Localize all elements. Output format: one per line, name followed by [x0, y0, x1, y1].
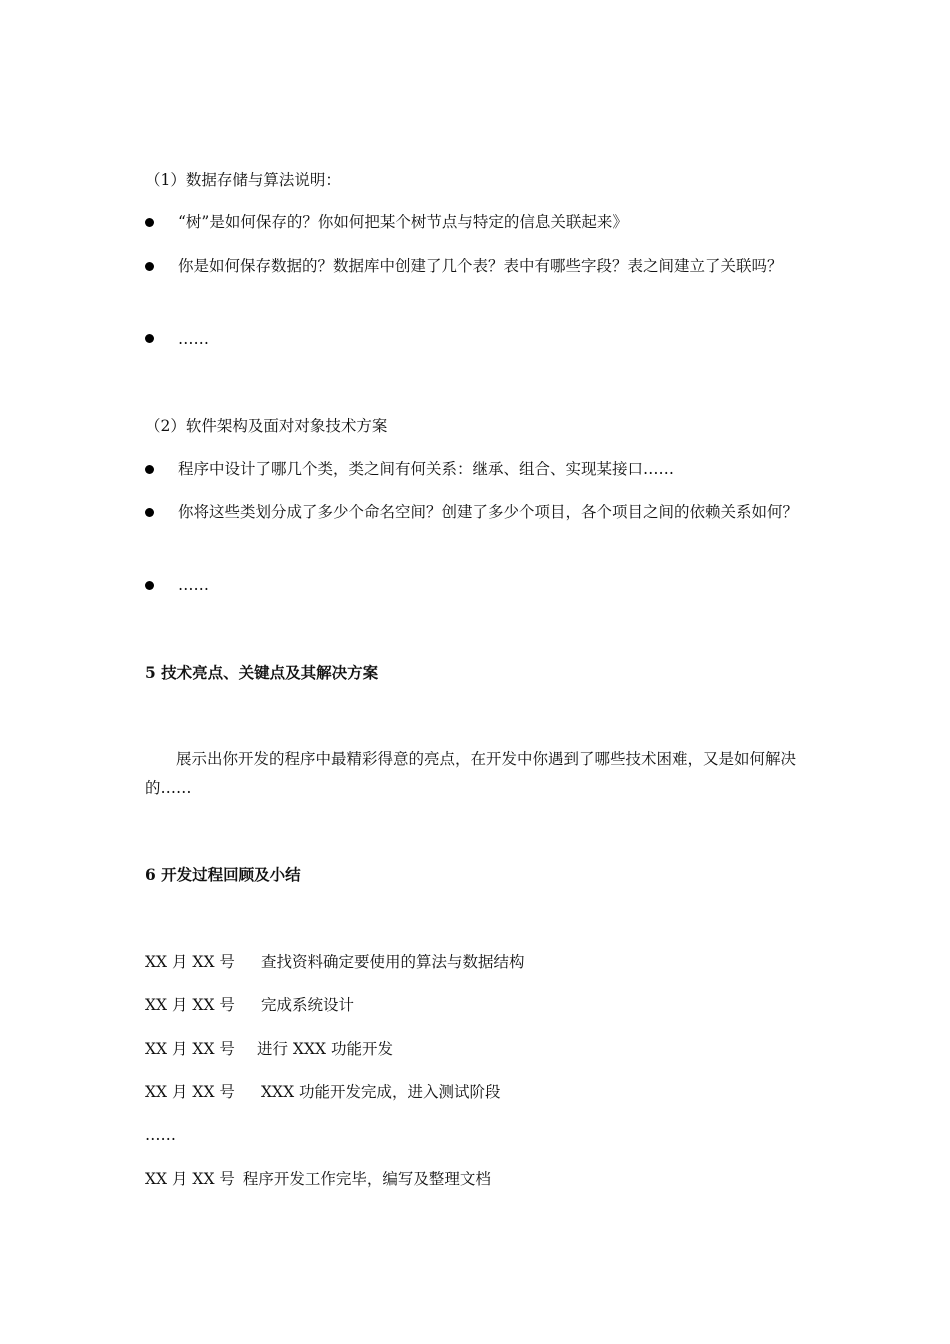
list-item: …… — [178, 576, 209, 594]
timeline-date: XX 月 XX 号 — [145, 996, 235, 1014]
bullet-icon — [145, 465, 154, 474]
list-item: 你将这些类划分成了多少个命名空间？创建了多少个项目，各个项目之间的依赖关系如何？ — [178, 503, 799, 521]
timeline-date: XX 月 XX 号 — [145, 1040, 235, 1058]
timeline-ellipsis: …… — [145, 1126, 176, 1144]
subsection-heading-architecture: （2）软件架构及面对对象技术方案 — [145, 417, 388, 435]
section-paragraph: 展示出你开发的程序中最精彩得意的亮点，在开发中你遇到了哪些技术困难，又是如何解决的…… — [145, 750, 797, 797]
list-item: 程序中设计了哪几个类，类之间有何关系：继承、组合、实现某接口…… — [178, 460, 675, 478]
timeline-text: 完成系统设计 — [261, 996, 355, 1014]
timeline-date: XX 月 XX 号 — [145, 1083, 235, 1101]
bullet-icon — [145, 581, 154, 590]
bullet-icon — [145, 218, 154, 227]
list-item: “树”是如何保存的？你如何把某个树节点与特定的信息关联起来》 — [178, 213, 628, 231]
timeline-text: XXX 功能开发完成，进入测试阶段 — [261, 1083, 501, 1101]
list-item: …… — [178, 330, 209, 348]
bullet-icon — [145, 508, 154, 517]
timeline-entry — [145, 995, 354, 1015]
section-heading-highlights: 5 技术亮点、关键点及其解决方案 — [145, 663, 379, 682]
bullet-icon — [145, 334, 154, 343]
timeline-date: XX 月 XX 号 — [145, 1170, 235, 1188]
subsection-heading-data-storage: （1）数据存储与算法说明： — [145, 171, 341, 189]
timeline-text: 进行 XXX 功能开发 — [257, 1040, 393, 1058]
timeline-entry — [145, 1039, 393, 1059]
bullet-icon — [145, 262, 154, 271]
list-item: 你是如何保存数据的？数据库中创建了几个表？表中有哪些字段？表之间建立了关联吗？ — [178, 257, 783, 275]
section-heading-review: 6 开发过程回顾及小结 — [145, 865, 301, 884]
timeline-entry — [145, 1169, 491, 1189]
timeline-date: XX 月 XX 号 — [145, 953, 235, 971]
timeline-entry — [145, 952, 525, 972]
timeline-entry — [145, 1082, 501, 1102]
timeline-text: 查找资料确定要使用的算法与数据结构 — [261, 953, 525, 971]
timeline-text: 程序开发工作完毕，编写及整理文档 — [242, 1170, 491, 1188]
